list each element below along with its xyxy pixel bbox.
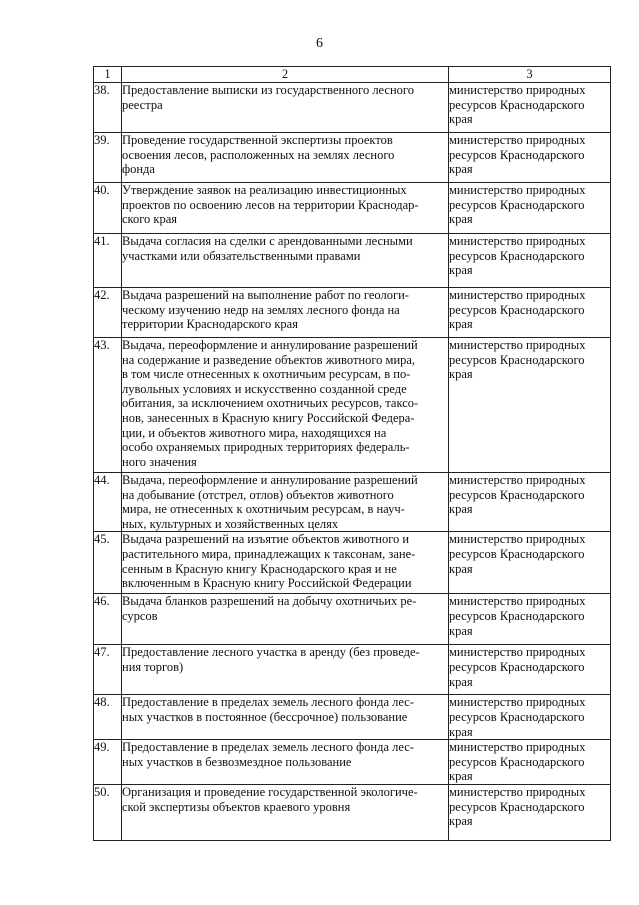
row-number: 41. — [94, 234, 122, 288]
responsible-agency — [449, 473, 611, 532]
service-name-line: на содержание и разведение объектов животного мира, — [122, 352, 416, 367]
service-name-line: Выдача, переоформление и аннулирование разрешений — [122, 338, 418, 352]
responsible-agency-line: ресурсов Краснодарского — [449, 799, 585, 814]
table-row — [94, 740, 611, 785]
service-name-line: Выдача согласия на сделки с арендованными лесными — [122, 234, 413, 248]
responsible-agency — [449, 83, 611, 133]
service-name-line: ных, культурных и хозяйственных целях — [122, 516, 339, 531]
column-header-1: 1 — [94, 67, 122, 83]
responsible-agency-line: министерство природных — [449, 83, 586, 97]
responsible-agency-line: ресурсов Краснодарского — [449, 197, 585, 212]
table-row — [94, 473, 611, 532]
service-name-line: ных участков в безвозмездное пользование — [122, 754, 352, 769]
responsible-agency — [449, 594, 611, 645]
responsible-agency — [449, 695, 611, 740]
service-name-line: особо охраняемых природных территориях федераль- — [122, 440, 410, 455]
responsible-agency-line: министерство природных — [449, 234, 586, 248]
service-name-line: Предоставление выписки из государственного лесного — [122, 83, 414, 97]
service-name-line: ного значения — [122, 454, 197, 469]
responsible-agency-line: министерство природных — [449, 594, 586, 609]
responsible-agency-line: края — [449, 162, 473, 177]
service-name-line: включенным в Красную книгу Российской Федерации — [122, 576, 412, 591]
service-name-line: ния торгов) — [122, 659, 184, 674]
responsible-agency-line: ресурсов Краснодарского — [449, 97, 585, 112]
row-number: 49. — [94, 740, 122, 785]
row-number: 40. — [94, 183, 122, 234]
column-header-2: 2 — [122, 67, 449, 83]
responsible-agency — [449, 784, 611, 840]
responsible-agency-line: края — [449, 263, 473, 278]
responsible-agency — [449, 338, 611, 473]
service-name — [122, 594, 449, 645]
responsible-agency — [449, 183, 611, 234]
table-row — [94, 288, 611, 338]
service-name-line: ской экспертизы объектов краевого уровня — [122, 799, 351, 814]
service-name-line: Выдача разрешений на изъятие объектов животного и — [122, 532, 410, 547]
responsible-agency-line: ресурсов Краснодарского — [449, 302, 585, 317]
table-row — [94, 784, 611, 840]
service-name-line: Утверждение заявок на реализацию инвестиционных — [122, 183, 407, 197]
service-name-line: Предоставление в пределах земель лесного фонда лес- — [122, 695, 414, 710]
responsible-agency-line: министерство природных — [449, 133, 586, 147]
service-name — [122, 288, 449, 338]
service-name — [122, 645, 449, 695]
row-number: 47. — [94, 645, 122, 695]
service-name-line: Предоставление лесного участка в аренду (без проведе- — [122, 645, 420, 660]
page-number: 6 — [316, 36, 323, 51]
row-number: 46. — [94, 594, 122, 645]
service-name — [122, 133, 449, 183]
service-name-line: лувольных условиях и искусственно созданной среде — [122, 381, 407, 396]
service-name-line: участками или обязательственными правами — [122, 248, 361, 263]
table-row — [94, 645, 611, 695]
responsible-agency-line: ресурсов Краснодарского — [449, 248, 585, 263]
responsible-agency-line: края — [449, 212, 473, 227]
responsible-agency-line: ресурсов Краснодарского — [449, 608, 585, 623]
service-name-line: Организация и проведение государственной экологиче- — [122, 784, 418, 799]
service-name-line: Проведение государственной экспертизы проектов — [122, 133, 393, 147]
table-row — [94, 234, 611, 288]
service-name — [122, 740, 449, 785]
table-row — [94, 695, 611, 740]
row-number: 44. — [94, 473, 122, 532]
service-name-line: сурсов — [122, 608, 158, 623]
service-name — [122, 532, 449, 594]
responsible-agency — [449, 645, 611, 695]
responsible-agency-line: ресурсов Краснодарского — [449, 709, 585, 724]
service-name-line: ского края — [122, 212, 178, 227]
responsible-agency — [449, 532, 611, 594]
service-name — [122, 183, 449, 234]
service-name — [122, 83, 449, 133]
responsible-agency-line: края — [449, 561, 473, 576]
service-name — [122, 338, 449, 473]
row-number: 39. — [94, 133, 122, 183]
responsible-agency-line: ресурсов Краснодарского — [449, 754, 585, 769]
responsible-agency-line: края — [449, 814, 473, 829]
responsible-agency-line: министерство природных — [449, 645, 586, 660]
column-header-3: 3 — [449, 67, 611, 83]
service-name-line: ции, и объектов животного мира, находящихся на — [122, 425, 387, 440]
table-row — [94, 183, 611, 234]
service-name-line: освоения лесов, расположенных на землях лесного — [122, 147, 395, 162]
service-name-line: мира, не отнесенных к охотничьим ресурсам, в науч- — [122, 502, 405, 517]
service-name-line: ных участков в постоянное (бессрочное) пользование — [122, 709, 408, 724]
service-name-line: фонда — [122, 162, 155, 177]
responsible-agency-line: министерство природных — [449, 288, 586, 302]
service-name-line: сенным в Красную книгу Краснодарского края и не — [122, 561, 397, 576]
service-name — [122, 695, 449, 740]
row-number: 38. — [94, 83, 122, 133]
responsible-agency — [449, 133, 611, 183]
row-number: 50. — [94, 784, 122, 840]
row-number: 42. — [94, 288, 122, 338]
responsible-agency-line: края — [449, 674, 473, 689]
service-name-line: территории Краснодарского края — [122, 317, 298, 332]
responsible-agency-line: министерство природных — [449, 695, 586, 710]
responsible-agency-line: ресурсов Краснодарского — [449, 659, 585, 674]
table-row — [94, 133, 611, 183]
row-number: 43. — [94, 338, 122, 473]
service-name — [122, 784, 449, 840]
responsible-agency-line: ресурсов Краснодарского — [449, 546, 585, 561]
service-name-line: реестра — [122, 97, 163, 112]
service-name-line: Выдача, переоформление и аннулирование разрешений — [122, 473, 418, 487]
responsible-agency-line: ресурсов Краснодарского — [449, 352, 585, 367]
service-name-line: ческому изучению недр на землях лесного фонда на — [122, 302, 400, 317]
row-number: 45. — [94, 532, 122, 594]
responsible-agency-line: края — [449, 367, 473, 382]
table-row — [94, 338, 611, 473]
service-name-line: Выдача бланков разрешений на добычу охотничьих ре- — [122, 594, 417, 609]
responsible-agency-line: края — [449, 623, 473, 638]
responsible-agency — [449, 288, 611, 338]
responsible-agency-line: министерство природных — [449, 784, 586, 799]
service-name-line: в том числе отнесенных к охотничьим ресурсам, в по- — [122, 367, 411, 382]
responsible-agency-line: министерство природных — [449, 740, 586, 755]
responsible-agency-line: ресурсов Краснодарского — [449, 487, 585, 502]
service-name — [122, 234, 449, 288]
services-table — [93, 66, 611, 841]
service-name-line: растительного мира, принадлежащих к таксонам, зане- — [122, 546, 416, 561]
responsible-agency-line: ресурсов Краснодарского — [449, 147, 585, 162]
responsible-agency-line: министерство природных — [449, 532, 586, 547]
service-name-line: проектов по освоению лесов на территории Краснодар- — [122, 197, 419, 212]
table-header-row — [94, 67, 611, 83]
service-name-line: нов, занесенных в Красную книгу Российской Федера- — [122, 410, 415, 425]
responsible-agency-line: края — [449, 724, 473, 739]
responsible-agency-line: министерство природных — [449, 183, 586, 197]
responsible-agency — [449, 234, 611, 288]
responsible-agency-line: министерство природных — [449, 473, 586, 487]
table-row — [94, 594, 611, 645]
responsible-agency-line: министерство природных — [449, 338, 586, 352]
responsible-agency-line: края — [449, 317, 473, 332]
table-row — [94, 532, 611, 594]
responsible-agency-line: края — [449, 112, 473, 127]
row-number: 48. — [94, 695, 122, 740]
service-name-line: Выдача разрешений на выполнение работ по геологи- — [122, 288, 409, 302]
service-name — [122, 473, 449, 532]
table-body — [94, 83, 611, 841]
service-name-line: на добывание (отстрел, отлов) объектов животного — [122, 487, 394, 502]
service-name-line: обитания, за исключением охотничьих ресурсов, таксо- — [122, 396, 419, 411]
responsible-agency — [449, 740, 611, 785]
responsible-agency-line: края — [449, 769, 473, 784]
responsible-agency-line: края — [449, 502, 473, 517]
service-name-line: Предоставление в пределах земель лесного фонда лес- — [122, 740, 414, 755]
table-row — [94, 83, 611, 133]
